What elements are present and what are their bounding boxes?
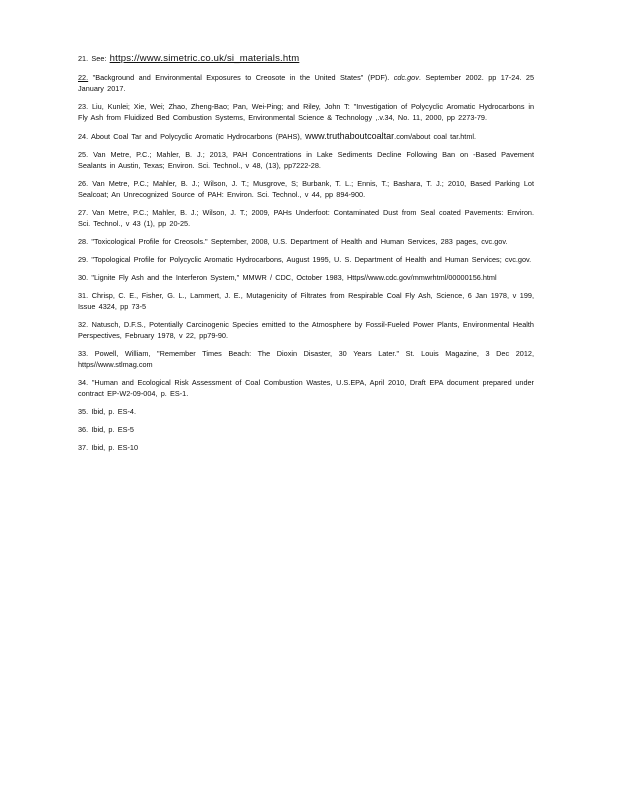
reference-21 xyxy=(78,54,534,65)
ref-text: See: xyxy=(91,54,107,63)
reference-24 xyxy=(78,131,534,143)
ref-number: 31. xyxy=(78,291,89,301)
reference-37 xyxy=(78,443,534,454)
ref-link[interactable]: https://www.simetric.co.uk/si_materials.htm xyxy=(109,53,300,64)
ref-text: Liu, Kunlei; Xie, Wei; Zhao, Zheng-Bao; Pan, Wei-Ping; and Riley, John T: "Investigation of Polycyclic Aromatic Hydrocarbons in Fly Ash from Fluidized Bed Combustion Systems, Environmental Science & Technology ,.v.34, No. 11, 2000, pp 2273-79. xyxy=(78,101,534,122)
reference-36 xyxy=(78,425,534,436)
references-list xyxy=(78,54,534,462)
reference-22 xyxy=(78,73,534,95)
reference-26 xyxy=(78,179,534,201)
ref-source: cdc.gov xyxy=(393,72,419,82)
reference-28 xyxy=(78,237,534,248)
ref-text: "Toxicological Profile for Creosols." September, 2008, U.S. Department of Health and Human Services, 283 pages, cvc.gov. xyxy=(91,237,508,246)
reference-30 xyxy=(78,273,534,284)
ref-text: Natusch, D.F.S., Potentially Carcinogenic Species emitted to the Atmosphere by Fossil-Fueled Power Plants, Environmental Health Perspectives, February 1978, v 22, pp79-90. xyxy=(78,320,534,341)
ref-number: 25. xyxy=(78,150,89,159)
ref-number: 30. xyxy=(78,273,89,283)
ref-number: 32. xyxy=(78,320,89,330)
ref-number: 33. xyxy=(78,349,89,359)
reference-25 xyxy=(78,150,534,172)
ref-text: "Topological Profile for Polycyclic Aromatic Hydrocarbons, August 1995, U. S. Department of Health and Human Services; cvc.gov. xyxy=(91,255,532,265)
ref-text: "Lignite Fly Ash and the Interferon System," MMWR / CDC, October 1983, Https//www.cdc.gov/mmwrhtml/00000156.html xyxy=(91,273,497,283)
ref-number: 26. xyxy=(78,179,89,188)
ref-number: 27. xyxy=(78,208,89,217)
reference-29 xyxy=(78,255,534,266)
reference-35 xyxy=(78,407,534,418)
ref-text: About Coal Tar and Polycyclic Aromatic Hydrocarbons (PAHS), xyxy=(90,131,302,141)
ref-text: "Human and Ecological Risk Assessment of Coal Combustion Wastes, U.S.EPA, April 2010, Draft EPA document prepared under contract EP-W2-09-004, p. ES-1. xyxy=(78,378,534,399)
ref-text: Powell, William, "Remember Times Beach: The Dioxin Disaster, 30 Years Later." St. Louis Magazine, 3 Dec 2012, https//www.stlmag.com xyxy=(78,349,534,370)
ref-text: Van Metre, P.C.; Mahler, B. J.; Wilson, J. T.; 2009, PAHs Underfoot: Contaminated Dust from Seal coated Pavements: Environ. Sci. Technol., v 43 (1), pp 20-25. xyxy=(78,208,534,228)
ref-number: 37. xyxy=(78,443,89,453)
ref-text: "Background and Environmental Exposures to Creosote in the United States" (PDF). xyxy=(92,72,390,82)
ref-number: 23. xyxy=(78,101,89,111)
ref-text: Chrisp, C. E., Fisher, G. L., Lammert, J. E., Mutagenicity of Filtrates from Respirable Coal Fly Ash, Science, 6 Jan 1978, v 199, Issue 4324, pp 73-5 xyxy=(78,291,534,312)
ref-number: 28. xyxy=(78,237,89,246)
reference-27 xyxy=(78,208,534,230)
ref-text: Van Metre, P.C.; Mahler, B. J.; Wilson, J. T.; Musgrove, S; Burbank, T. L.; Ennis, T.; Bashara, T. J.; 2010, Based Parking Lot Sealcoat; An Unrecognized Source of PAH: Environ. Sci. Technol., v 44, pp 894-900. xyxy=(78,179,534,199)
reference-23 xyxy=(78,102,534,124)
ref-number: 36. xyxy=(78,425,89,435)
reference-33 xyxy=(78,349,534,371)
ref-number: 21. xyxy=(78,54,89,63)
ref-text: Van Metre, P.C.; Mahler, B. J.; 2013, PAH Concentrations in Lake Sediments Decline Following Ban on -Based Pavement Sealants in Austin, Texas; Environ. Sci. Technol., v 48, (13), pp7222-28. xyxy=(78,150,534,170)
ref-number: 34. xyxy=(78,378,89,388)
reference-32 xyxy=(78,320,534,342)
ref-number: 22. xyxy=(78,72,89,82)
reference-34 xyxy=(78,378,534,400)
ref-number: 35. xyxy=(78,407,89,417)
ref-text: .com/about coal tar.html. xyxy=(394,131,477,141)
ref-number: 24. xyxy=(78,131,89,141)
ref-number: 29. xyxy=(78,255,89,265)
ref-text: Ibid, p. ES-5 xyxy=(91,425,134,435)
ref-text: . September 2002. pp 17-24. 25 January 2017. xyxy=(78,72,535,93)
reference-31 xyxy=(78,291,534,313)
ref-text: Ibid, p. ES-4. xyxy=(91,407,136,417)
ref-text: Ibid, p. ES-10 xyxy=(91,443,139,453)
ref-site: www.truthaboutcoaltar xyxy=(305,130,395,141)
